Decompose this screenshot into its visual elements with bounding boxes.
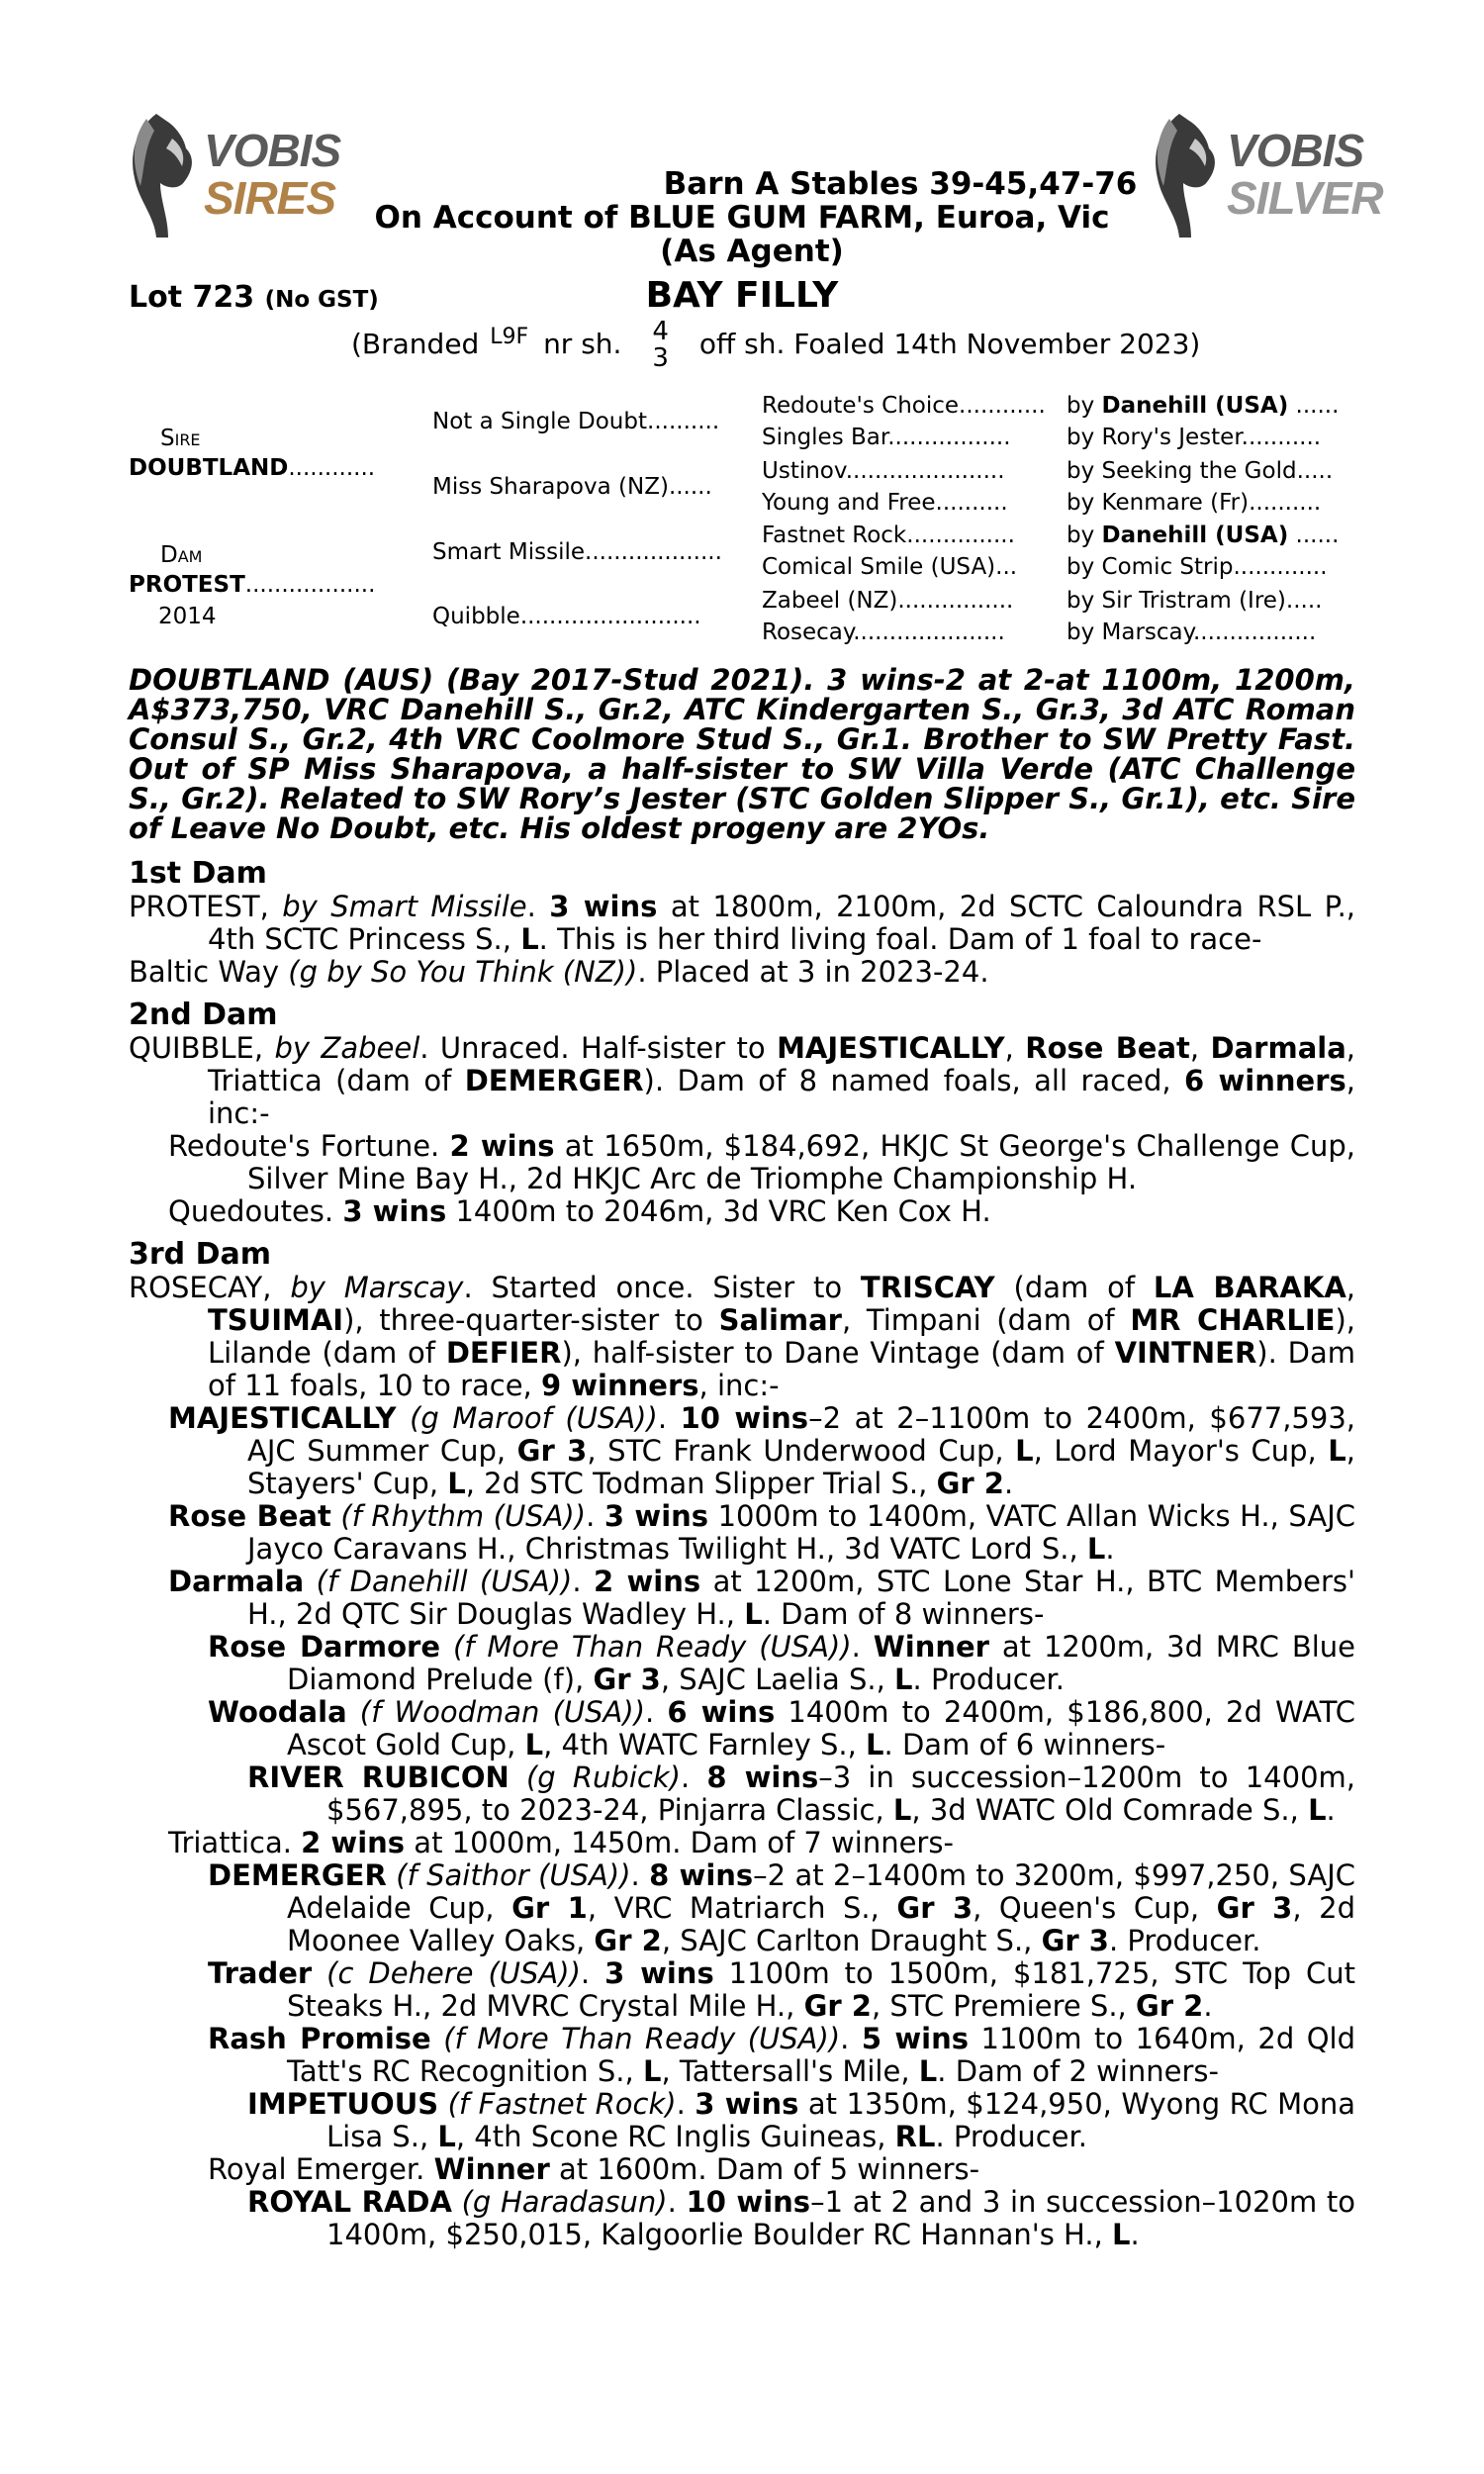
gen3-name: Redoute's Choice............	[762, 393, 1046, 419]
sire-label: Sire	[160, 426, 201, 451]
progeny-entry: Redoute's Fortune. 2 wins at 1650m, $184,692, HKJC St George's Challenge Cup, Silver Mine Bay H., 2d HKJC Arc de Triomphe Championship H.	[168, 1129, 1355, 1195]
dam-dam: Quibble.........................	[432, 604, 701, 629]
gen3-name: Ustinov......................	[762, 458, 1005, 484]
brand-number-bottom: 3	[652, 343, 669, 373]
logo-vobis-text: VOBIS	[204, 125, 341, 176]
dam-name: PROTEST..................	[129, 572, 376, 598]
dam-sire: Smart Missile...................	[432, 539, 722, 565]
gen3-name: Rosecay.....................	[762, 619, 1005, 645]
logo-sires-text: SIRES	[204, 172, 336, 224]
progeny-entry: Rose Darmore (f More Than Ready (USA)). Winner at 1200m, 3d MRC Blue Diamond Prelude (f), Gr 3, SAJC Laelia S., L. Producer.	[208, 1630, 1355, 1696]
gen3-sire: by Sir Tristram (Ire).....	[1067, 588, 1323, 614]
gen3-sire: by Danehill (USA) ......	[1067, 523, 1340, 548]
progeny-entry: Rose Beat (f Rhythm (USA)). 3 wins 1000m to 1400m, VATC Allan Wicks H., SAJC Jayco Caravans H., Christmas Twilight H., 3d VATC Lord S., L.	[168, 1499, 1355, 1566]
sire-note	[129, 665, 1355, 843]
logo-silver-text: SILVER	[1227, 172, 1383, 224]
gst-note: (No GST)	[264, 287, 379, 313]
section-heading: 1st Dam	[129, 856, 267, 891]
agent-line: (As Agent)	[660, 234, 844, 269]
section-heading: 2nd Dam	[129, 998, 278, 1032]
gen3-sire: by Comic Strip.............	[1067, 554, 1328, 580]
family-tree	[129, 857, 1355, 2251]
gen3-sire: by Marscay.................	[1067, 619, 1317, 645]
progeny-entry: Darmala (f Danehill (USA)). 2 wins at 1200m, STC Lone Star H., BTC Members' H., 2d QTC Sir Douglas Wadley H., L. Dam of 8 winners-	[168, 1565, 1355, 1631]
sire-sire: Not a Single Doubt..........	[432, 409, 720, 434]
brand-line	[351, 319, 1200, 372]
gen3-sire: by Kenmare (Fr)..........	[1067, 490, 1322, 516]
lot-description: BAY FILLY	[645, 275, 839, 316]
vendor-line: On Account of BLUE GUM FARM, Euroa, Vic	[374, 200, 1110, 236]
gen3-name: Young and Free..........	[762, 490, 1008, 516]
progeny-entry: DEMERGER (f Saithor (USA)). 8 wins–2 at 2–1400m to 3200m, $997,250, SAJC Adelaide Cup, Gr 1, VRC Matriarch S., Gr 3, Queen's Cup, Gr 3, 2d Moonee Valley Oaks, Gr 2, SAJC Carlton Draught S., Gr 3. Producer.	[208, 1858, 1356, 1957]
gen3-name: Fastnet Rock...............	[762, 523, 1015, 548]
dam-entry: PROTEST, by Smart Missile. 3 wins at 1800m, 2100m, 2d SCTC Caloundra RSL P., 4th SCTC Princess S., L. This is her third living foal. Dam of 1 foal to race-	[129, 890, 1356, 956]
barn-location: Barn A Stables 39-45,47-76	[663, 166, 1138, 202]
logo-vobis-text: VOBIS	[1227, 125, 1364, 176]
gen3-sire: by Danehill (USA) ......	[1067, 393, 1340, 419]
sire-name: DOUBTLAND............	[129, 455, 376, 481]
gen3-name: Zabeel (NZ)................	[762, 588, 1014, 614]
brand-number	[652, 319, 669, 372]
gen3-name: Comical Smile (USA)...	[762, 554, 1018, 580]
gen3-sire: by Seeking the Gold.....	[1067, 458, 1334, 484]
progeny-entry: IMPETUOUS (f Fastnet Rock). 3 wins at 1350m, $124,950, Wyong RC Mona Lisa S., L, 4th Scone RC Inglis Guineas, RL. Producer.	[247, 2087, 1356, 2153]
brand-suffix: off sh. Foaled 14th November 2023)	[698, 328, 1201, 360]
progeny-entry: MAJESTICALLY (g Maroof (USA)). 10 wins–2 at 2–1100m to 2400m, $677,593, AJC Summer Cup, Gr 3, STC Frank Underwood Cup, L, Lord Mayor's Cup, L, Stayers' Cup, L, 2d STC Todman Slipper Trial S., Gr 2.	[168, 1401, 1356, 1500]
brand-near-shoulder: nr sh.	[543, 328, 622, 360]
progeny-entry: Triattica. 2 wins at 1000m, 1450m. Dam of 7 winners-	[168, 1826, 954, 1859]
brand-mark: L9F	[490, 324, 529, 349]
progeny-entry: Royal Emerger. Winner at 1600m. Dam of 5 winners-	[208, 2152, 980, 2186]
brand-prefix: (Branded	[351, 328, 480, 360]
progeny-entry: ROYAL RADA (g Haradasun). 10 wins–1 at 2 and 3 in succession–1020m to 1400m, $250,015, Kalgoorlie Boulder RC Hannan's H., L.	[247, 2185, 1356, 2251]
dam-label: Dam	[160, 542, 203, 568]
progeny-entry: Woodala (f Woodman (USA)). 6 wins 1400m to 2400m, $186,800, 2d WATC Ascot Gold Cup, L, 4th WATC Farnley S., L. Dam of 6 winners-	[208, 1695, 1356, 1761]
progeny-entry: Quedoutes. 3 wins 1400m to 2046m, 3d VRC Ken Cox H.	[168, 1194, 991, 1228]
lot-label: Lot 723	[129, 280, 255, 315]
gen3-name: Singles Bar.................	[762, 425, 1011, 450]
sire-note-text: DOUBTLAND (AUS) (Bay 2017-Stud 2021). 3 wins-2 at 2-at 1100m, 1200m, A$373,750, VRC Danehill S., Gr.2, ATC Kindergarten S., Gr.3, 3d ATC Roman Consul S., Gr.2, 4th VRC Coolmore Stud S., Gr.1. Brother to SW Pretty Fast. Out of SP Miss Sharapova, a half-sister to SW Villa Verde (ATC Challenge S., Gr.2). Related to SW Rory’s Jester (STC Golden Slipper S., Gr.1), etc. Sire of Leave No Doubt, etc. His oldest progeny are 2YOs.	[129, 663, 1355, 845]
progeny-entry: Baltic Way (g by So You Think (NZ)). Placed at 3 in 2023-24.	[129, 955, 989, 989]
dam-year: 2014	[158, 604, 217, 629]
gen3-sire: by Rory's Jester...........	[1067, 425, 1322, 450]
progeny-entry: Rash Promise (f More Than Ready (USA)). 5 wins 1100m to 1640m, 2d Qld Tatt's RC Recognition S., L, Tattersall's Mile, L. Dam of 2 winners-	[208, 2022, 1355, 2088]
section-heading: 3rd Dam	[129, 1237, 271, 1272]
dam-entry: QUIBBLE, by Zabeel. Unraced. Half-sister to MAJESTICALLY, Rose Beat, Darmala, Triattica (dam of DEMERGER). Dam of 8 named foals, all raced, 6 winners, inc:-	[129, 1031, 1355, 1130]
progeny-entry: Trader (c Dehere (USA)). 3 wins 1100m to 1500m, $181,725, STC Top Cut Steaks H., 2d MVRC Crystal Mile H., Gr 2, STC Premiere S., Gr 2.	[208, 1956, 1355, 2023]
progeny-entry: RIVER RUBICON (g Rubick). 8 wins–3 in succession–1200m to 1400m, $567,895, to 2023-24, Pinjarra Classic, L, 3d WATC Old Comrade S., L.	[247, 1760, 1355, 1827]
sire-dam: Miss Sharapova (NZ)......	[432, 474, 712, 500]
brand-number-top: 4	[652, 317, 669, 346]
dam-entry: ROSECAY, by Marscay. Started once. Sister to TRISCAY (dam of LA BARAKA, TSUIMAI), three-quarter-sister to Salimar, Timpani (dam of MR CHARLIE), Lilande (dam of DEFIER), half-sister to Dane Vintage (dam of VINTNER). Dam of 11 foals, 10 to race, 9 winners, inc:-	[129, 1271, 1355, 1402]
